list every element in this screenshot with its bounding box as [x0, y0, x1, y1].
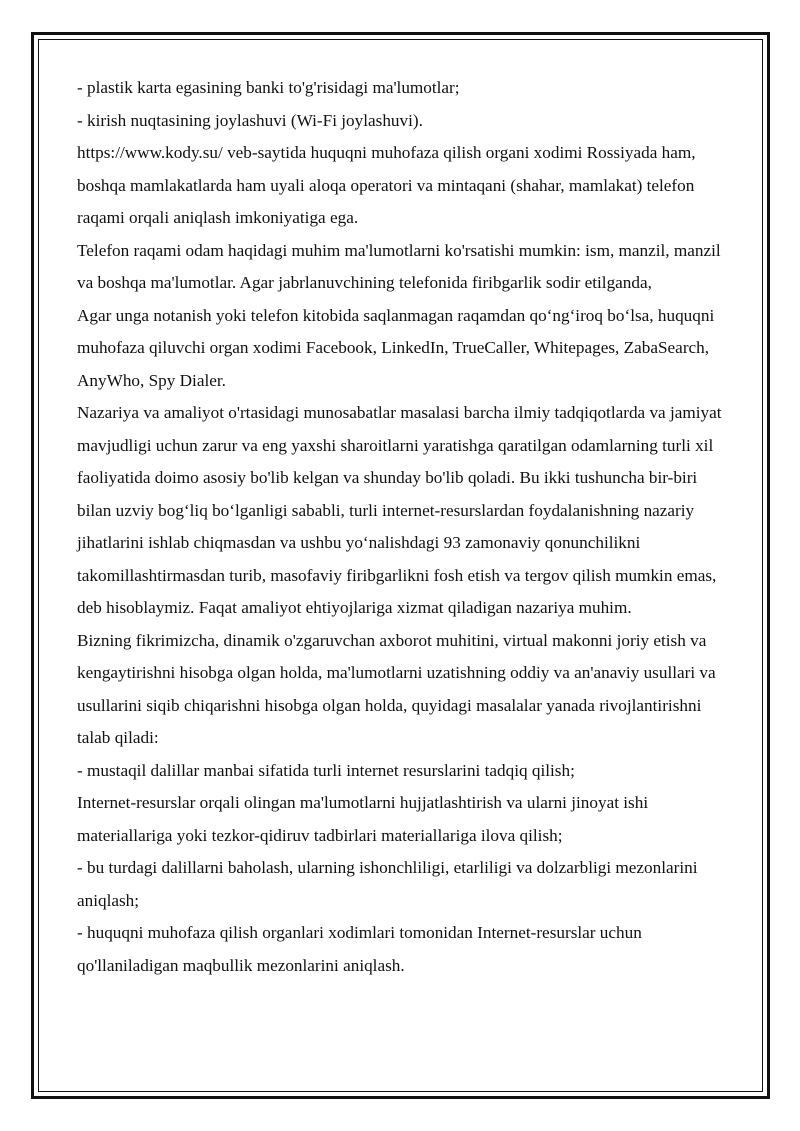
paragraph: - bu turdagi dalillarni baholash, ularning ishonchliligi, etarliligi va dolzarbligi mezonlarini aniqlash; [77, 858, 698, 910]
paragraph: https://www.kody.su/ veb-saytida huquqni muhofaza qilish organi xodimi Rossiyada ham, boshqa mamlakatlarda ham uyali aloqa operatori va mintaqani (shahar, mamlakat) telefon raqami orqali aniqlash imkoniyatiga ega. [77, 143, 696, 227]
paragraph: - mustaqil dalillar manbai sifatida turli internet resurslarini tadqiq qilish; [77, 760, 575, 780]
paragraph: Internet-resurslar orqali olingan ma'lumotlarni hujjatlashtirish va ularni jinoyat ishi materiallariga yoki tezkor-qidiruv tadbirlari materiallariga ilova qilish; [77, 793, 649, 845]
paragraph: Agar unga notanish yoki telefon kitobida saqlanmagan raqamdan qoʻngʻiroq boʻlsa, huquqni muhofaza qiluvchi organ xodimi Facebook, LinkedIn, TrueCaller, Whitepages, ZabaSearch, AnyWho, Spy Dialer. [77, 305, 715, 390]
paragraph: Nazariya va amaliyot o'rtasidagi munosabatlar masalasi barcha ilmiy tadqiqotlarda va jamiyat mavjudligi uchun zarur va eng yaxshi sharoitlarni yaratishga qaratilgan odamlarning turli xil faoliyatida doimo asosiy bo'lib kelgan va shunday bo'lib qoladi. Bu ikki tushuncha bir-biri bilan uzviy bogʻliq boʻlganligi sababli, turli internet-resurslardan foydalanishning nazariy jihatlarini ishlab chiqmasdan va ushbu yoʻnalishdagi 93 zamonaviy qonunchilikni takomillashtirmasdan turib, masofaviy firibgarlikni fosh etish va tergov qilish mumkin emas, deb hisoblaymiz. Faqat amaliyot ehtiyojlariga xizmat qiladigan nazariya muhim. [77, 403, 722, 617]
paragraph: Bizning fikrimizcha, dinamik o'zgaruvchan axborot muhitini, virtual makonni joriy etish va kengaytirishni hisobga olgan holda, ma'lumotlarni uzatishning oddiy va an'anaviy usullari va usullarini siqib chiqarishni hisobga olgan holda, quyidagi masalalar yanada rivojlantirishni talab qiladi: [77, 630, 716, 747]
paragraph: - plastik karta egasining banki to'g'risidagi ma'lumotlar; [77, 78, 460, 97]
document-body [77, 72, 727, 982]
paragraph: - huquqni muhofaza qilish organlari xodimlari tomonidan Internet-resurslar uchun qo'llaniladigan maqbullik mezonlarini aniqlash. [77, 923, 642, 975]
paragraph: - kirish nuqtasining joylashuvi (Wi-Fi joylashuvi). [77, 110, 423, 130]
paragraph: Telefon raqami odam haqidagi muhim ma'lumotlarni ko'rsatishi mumkin: ism, manzil, manzil va boshqa ma'lumotlar. Agar jabrlanuvchining telefonida firibgarlik sodir etilganda, [77, 240, 721, 292]
